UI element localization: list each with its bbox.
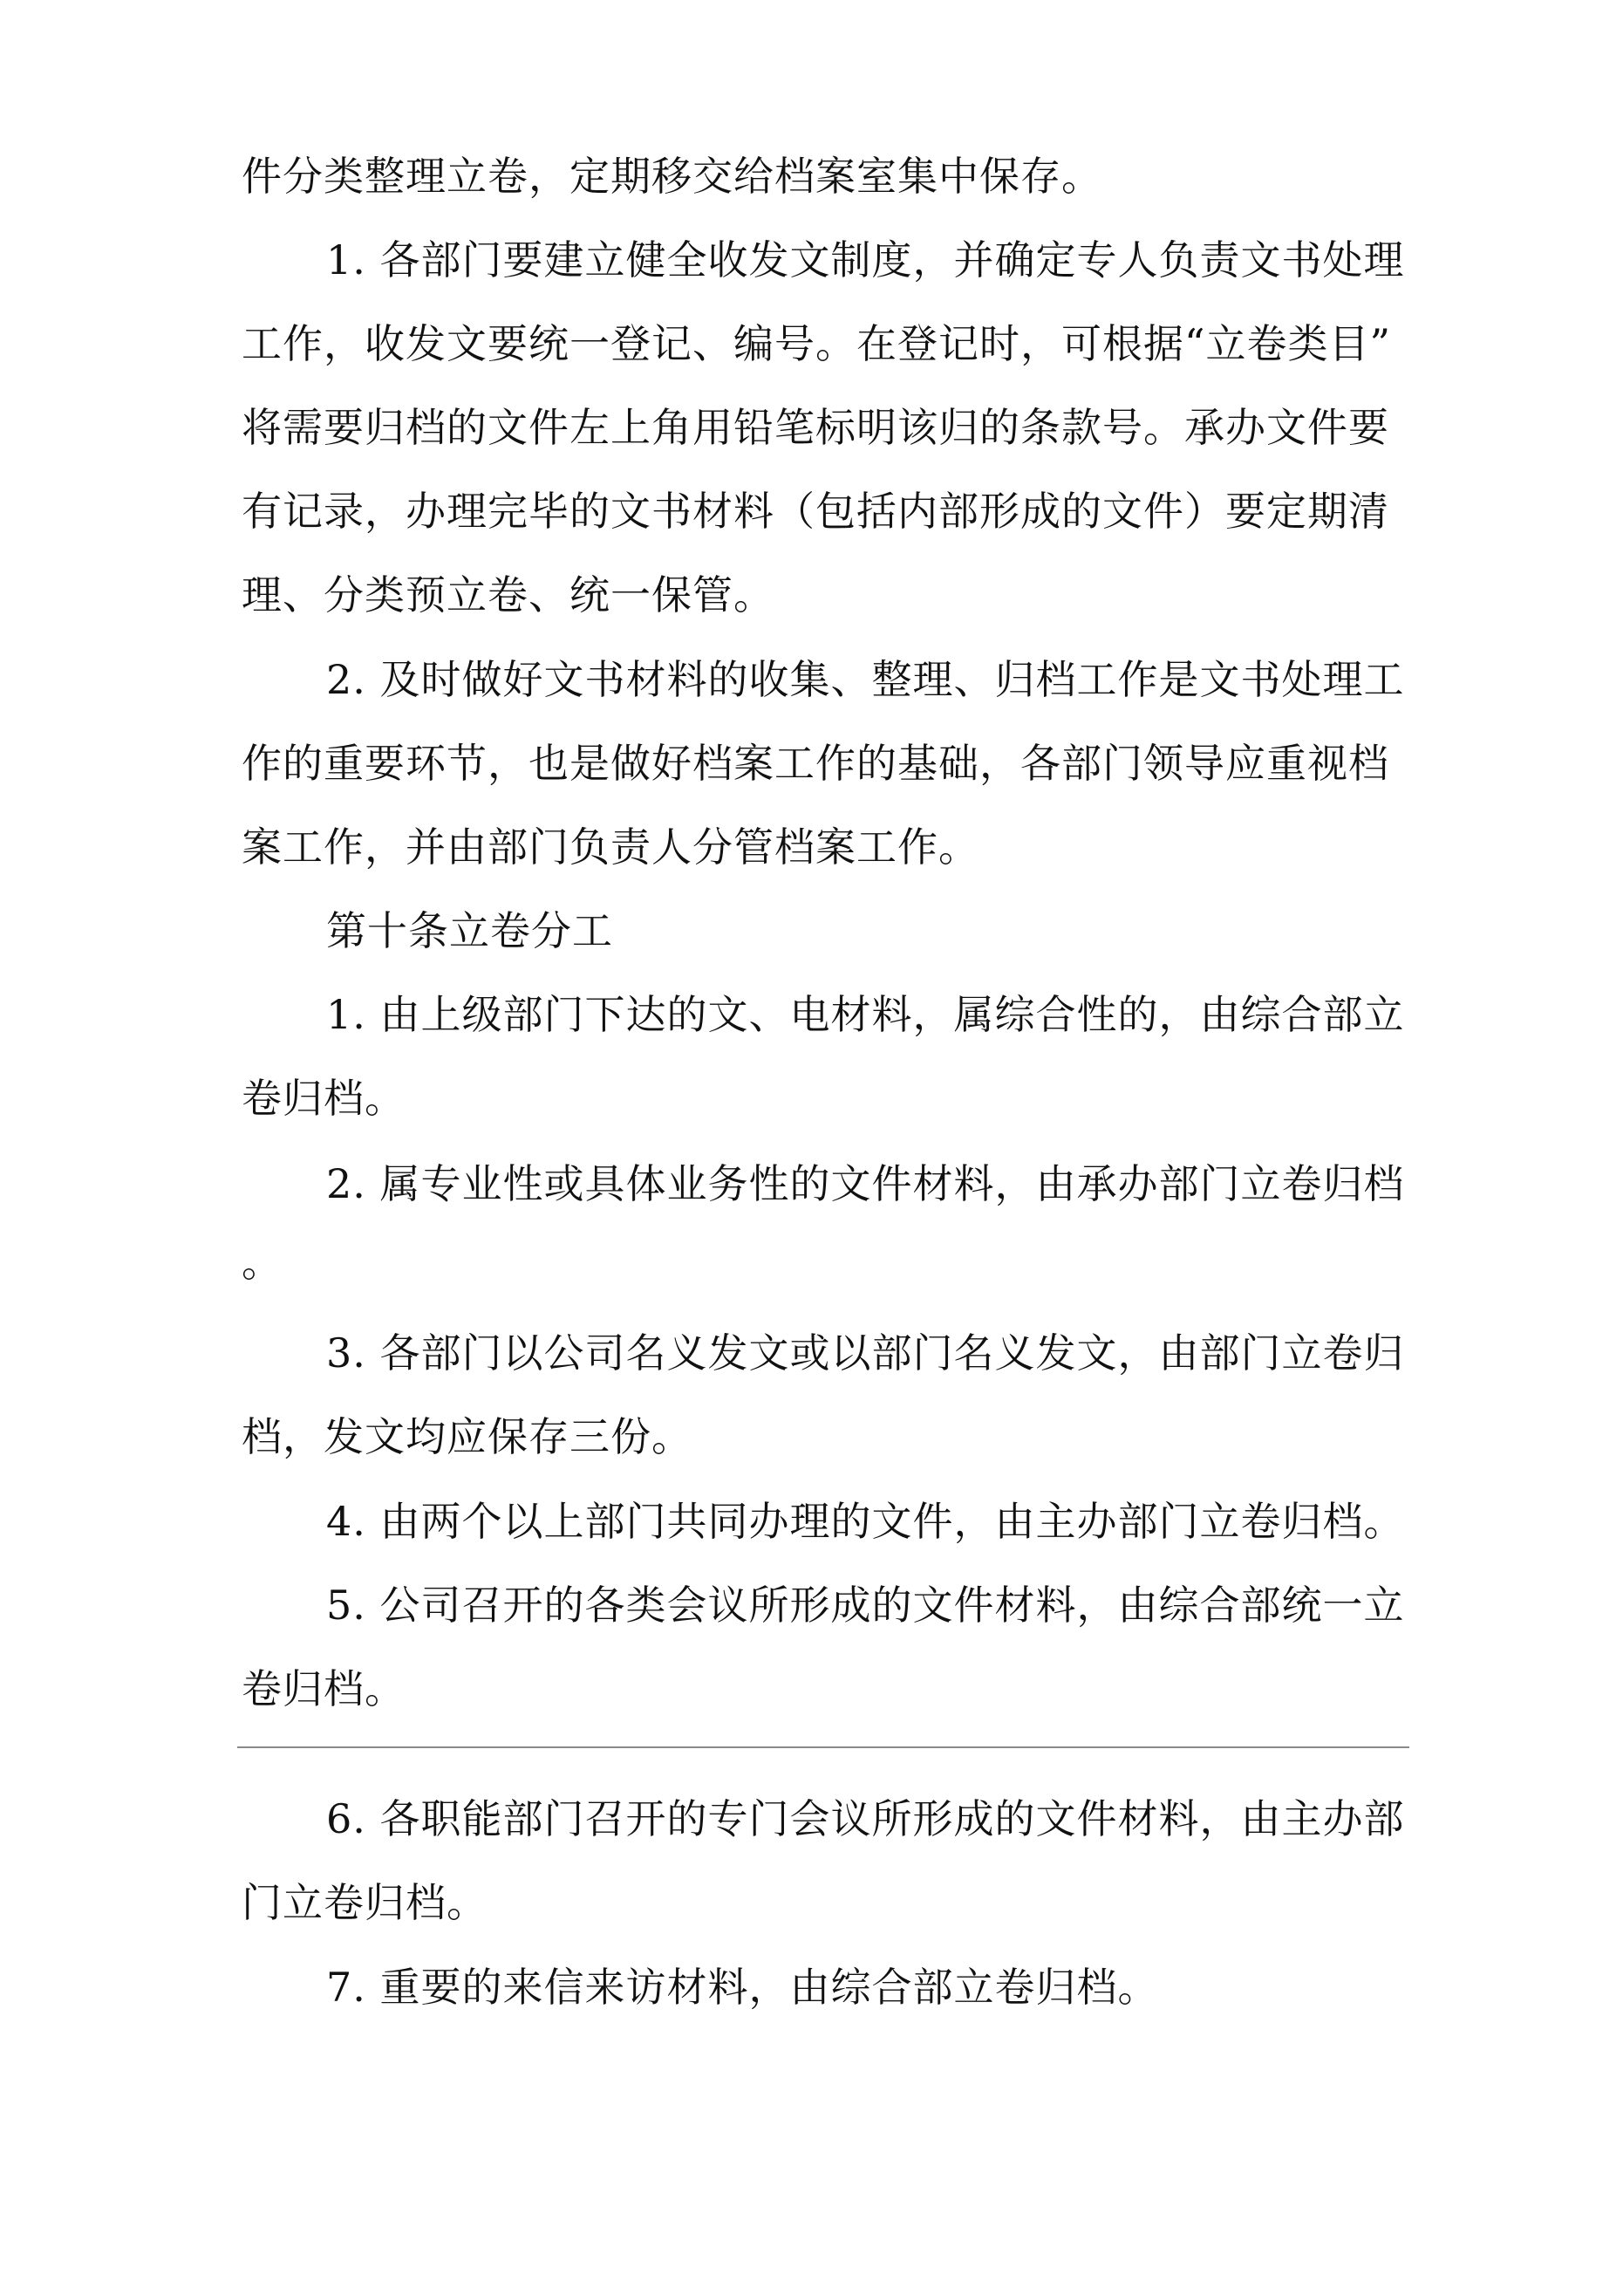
text-line: 将需要归档的文件左上角用铅笔标明该归的条款号。承办文件要	[242, 404, 1389, 451]
text-line: 1. 各部门要建立健全收发文制度，并确定专人负责文书处理	[326, 236, 1405, 284]
text-line: 理、分类预立卷、统一保管。	[242, 571, 774, 618]
text-line: 5. 公司召开的各类会议所形成的文件材料，由综合部统一立	[326, 1582, 1405, 1629]
page-divider	[237, 1746, 1409, 1748]
text-line: 有记录，办理完毕的文书材料（包括内部形成的文件）要定期清	[242, 488, 1389, 535]
text-line: 件分类整理立卷，定期移交给档案室集中保存。	[242, 153, 1102, 200]
text-line: 1. 由上级部门下达的文、电材料，属综合性的，由综合部立	[326, 991, 1405, 1038]
text-line: 6. 各职能部门召开的专门会议所形成的文件材料，由主办部	[326, 1795, 1405, 1842]
text-line: 2. 及时做好文书材料的收集、整理、归档工作是文书处理工	[326, 656, 1405, 703]
text-line: 案工作，并由部门负责人分管档案工作。	[242, 823, 979, 871]
text-line: 门立卷归档。	[242, 1879, 488, 1926]
text-line: 2. 属专业性或具体业务性的文件材料，由承办部门立卷归档	[326, 1160, 1405, 1207]
text-line: 卷归档。	[242, 1075, 406, 1122]
text-line: 档，发文均应保存三份。	[242, 1413, 692, 1460]
text-line: 卷归档。	[242, 1665, 406, 1712]
text-line: 4. 由两个以上部门共同办理的文件，由主办部门立卷归档。	[326, 1498, 1405, 1545]
text-line: 3. 各部门以公司名义发文或以部门名义发文，由部门立卷归	[326, 1329, 1405, 1377]
text-line: 工作，收发文要统一登记、编号。在登记时，可根据“立卷类目”	[242, 320, 1392, 367]
text-line: 。	[242, 1239, 283, 1286]
text-line: 7. 重要的来信来访材料，由综合部立卷归档。	[326, 1964, 1159, 2011]
text-line: 作的重要环节，也是做好档案工作的基础，各部门领导应重视档	[242, 740, 1389, 787]
section-heading: 第十条立卷分工	[326, 907, 613, 954]
